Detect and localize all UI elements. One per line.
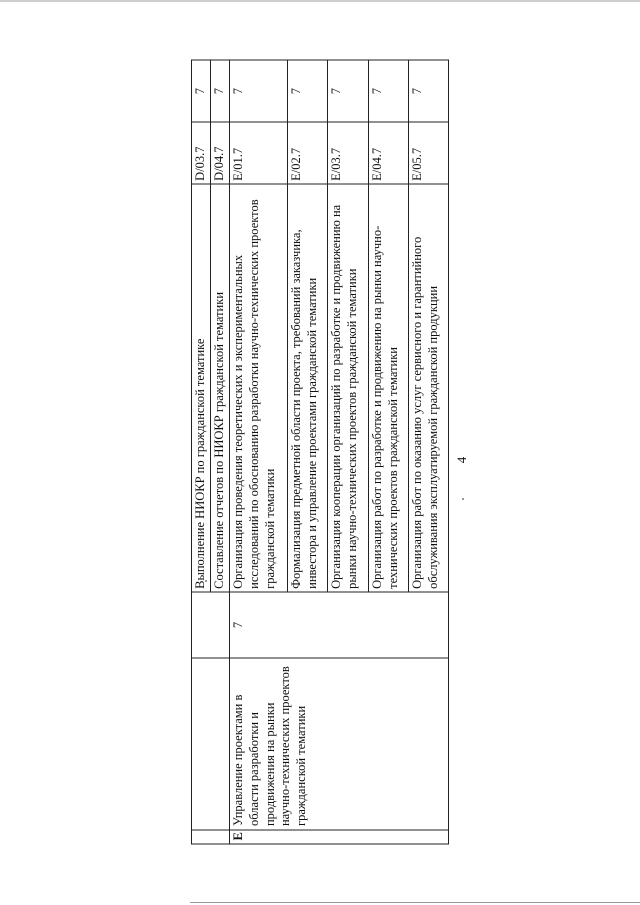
function-description: Организация кооперации организаций по разработке и продвижению на рынки научно-технических проектов гражданской тематики — [328, 184, 368, 592]
function-level: 7 — [328, 60, 368, 122]
function-code: D/03.7 — [192, 122, 211, 184]
function-code: E/02.7 — [288, 122, 328, 184]
function-description: Организация проведения теоретических и экспериментальных исследований по обоснованию разработки научно-технических проектов гражданской тематики — [229, 184, 288, 592]
rotated-table-container — [191, 60, 449, 845]
empty-cell — [192, 830, 230, 844]
scan-speck — [462, 498, 464, 500]
empty-cell — [192, 592, 230, 657]
group-name: Управление проектами в области разработки и продвижения на рынки научно-технических проектов гражданской тематики — [229, 658, 448, 830]
function-level: 7 — [408, 60, 448, 122]
function-level: 7 — [229, 60, 288, 122]
function-code: E/05.7 — [408, 122, 448, 184]
group-letter: E — [229, 830, 448, 844]
table-row — [229, 60, 288, 844]
function-description: Формализация предметной области проекта, требований заказчика, инвестора и управление проектами гражданской тематики — [288, 184, 328, 592]
empty-cell — [192, 658, 230, 830]
function-description: Составление отчетов по НИОКР гражданской тематики — [210, 184, 229, 592]
function-description: Организация работ по разработке и продвижению на рынки научно-технических проектов гражданской тематики — [368, 184, 408, 592]
scan-edge-top — [0, 0, 640, 2]
function-code: D/04.7 — [210, 122, 229, 184]
scan-edge-bottom — [190, 902, 640, 903]
table-row — [192, 60, 211, 844]
function-level: 7 — [288, 60, 328, 122]
functions-table — [191, 60, 449, 845]
function-description: Выполнение НИОКР по гражданской тематике — [192, 184, 211, 592]
function-code: E/04.7 — [368, 122, 408, 184]
function-code: E/03.7 — [328, 122, 368, 184]
group-level: 7 — [229, 592, 448, 657]
function-level: 7 — [368, 60, 408, 122]
function-code: E/01.7 — [229, 122, 288, 184]
function-level: 7 — [210, 60, 229, 122]
page-number: 4 — [454, 456, 469, 464]
function-level: 7 — [192, 60, 211, 122]
function-description: Организация работ по оказанию услуг сервисного и гарантийного обслуживания эксплуатируемой гражданской продукции — [408, 184, 448, 592]
